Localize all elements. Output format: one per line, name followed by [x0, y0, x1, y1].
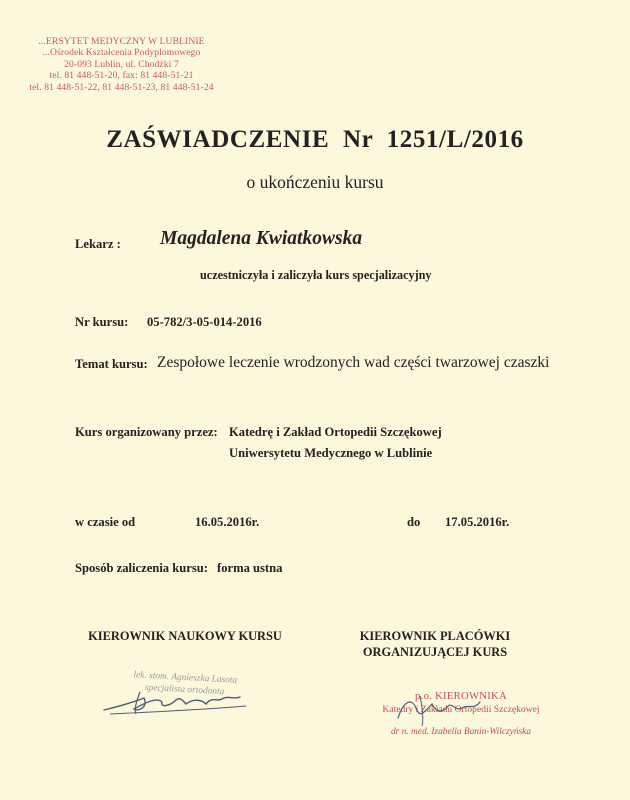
certificate-title: ZAŚWIADCZENIE Nr 1251/L/2016: [106, 126, 524, 153]
course-topic-label: Temat kursu:: [75, 357, 148, 371]
doctor-name: Magdalena Kwiatkowska: [160, 228, 363, 249]
left-signature-heading: KIEROWNIK NAUKOWY KURSU: [88, 629, 282, 643]
method-label: Sposób zaliczenia kursu:: [75, 561, 208, 575]
stamp-line: tel. 81 448-51-22, 81 448-51-23, 81 448-51-24: [29, 81, 214, 93]
doctor-label: Lekarz :: [75, 237, 121, 251]
course-number: 05-782/3-05-014-2016: [147, 315, 262, 329]
stamp-line: ...ERSYTET MEDYCZNY W LUBLINIE: [38, 36, 205, 47]
stamp-line: 20-093 Lublin, ul. Chodźki 7: [64, 58, 179, 70]
course-number-label: Nr kursu:: [75, 315, 129, 329]
organizer-label: Kurs organizowany przez:: [75, 425, 218, 439]
right-stamp-line2: Katedry i Zakładu Ortopedii Szczękowej: [382, 704, 540, 715]
right-heading-line2: ORGANIZUJĄCEJ KURS: [362, 645, 508, 659]
right-stamp-line1: p.o. KIEROWNIKA: [415, 691, 507, 702]
course-topic: Zespołowe leczenie wrodzonych wad części twarzowej czaszki: [157, 354, 550, 371]
to-label: do: [407, 515, 421, 529]
date-to: 17.05.2016r.: [445, 515, 510, 529]
right-signature: [390, 690, 510, 730]
certificate-subtitle: o ukończeniu kursu: [246, 172, 384, 192]
left-stamp-line2: specjalista ortodonta: [144, 682, 225, 698]
period-label: w czasie od: [75, 515, 136, 529]
organizer-line2: Uniwersytetu Medycznego w Lublinie: [229, 446, 433, 460]
institution-stamp: [14, 36, 229, 93]
stamp-line: ...Ośrodek Kształcenia Podyplomowego: [42, 47, 201, 59]
right-stamp-line3: dr n. med. Izabella Banin-Wilczyńska: [390, 727, 532, 737]
participation-statement: uczestniczyła i zaliczyła kurs specjalizacyjny: [200, 268, 432, 282]
date-from: 16.05.2016r.: [195, 515, 260, 529]
organizer-line1: Katedrę i Zakład Ortopedii Szczękowej: [229, 425, 442, 439]
right-heading-line1: KIEROWNIK PLACÓWKI: [359, 629, 511, 643]
stamp-line: tel. 81 448-51-20, fax: 81 448-51-21: [49, 70, 194, 82]
left-signature: [100, 680, 250, 720]
method-value: forma ustna: [217, 561, 283, 575]
left-stamp-line1: lek. stom. Agnieszka Lasota: [133, 670, 238, 686]
right-signature-heading: [330, 628, 540, 660]
